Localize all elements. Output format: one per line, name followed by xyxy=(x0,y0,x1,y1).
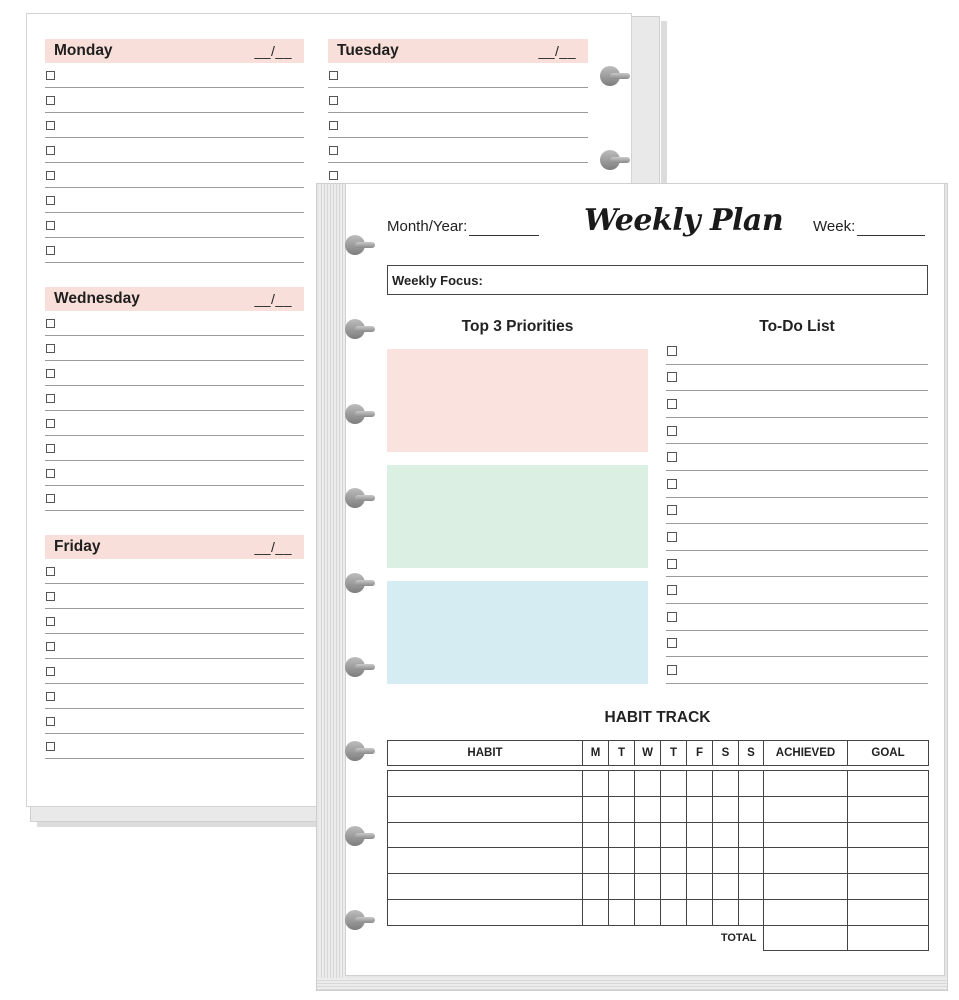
task-row xyxy=(45,709,304,734)
priority-box-2 xyxy=(387,465,648,568)
task-row xyxy=(328,88,588,113)
habit-cell[interactable] xyxy=(713,848,739,874)
task-rows xyxy=(45,311,304,511)
habit-cell[interactable] xyxy=(635,796,661,822)
task-row xyxy=(45,461,304,486)
checkbox[interactable] xyxy=(667,372,677,382)
weekly-focus-label: Weekly Focus: xyxy=(392,272,483,288)
day-name: Friday xyxy=(54,538,101,555)
day-header xyxy=(328,39,588,63)
binder-ring-icon xyxy=(345,322,375,336)
checkbox[interactable] xyxy=(667,612,677,622)
total-achieved-cell xyxy=(763,926,847,951)
day-name: Wednesday xyxy=(54,290,140,307)
checkbox[interactable] xyxy=(46,667,55,676)
task-row xyxy=(328,113,588,138)
month-year-field xyxy=(387,218,539,236)
habit-row xyxy=(388,771,929,797)
habit-column-header: W xyxy=(635,741,661,766)
task-row xyxy=(45,113,304,138)
binder-ring-icon xyxy=(345,491,375,505)
checkbox[interactable] xyxy=(46,96,55,105)
habit-cell[interactable] xyxy=(713,899,739,925)
task-row xyxy=(45,411,304,436)
day-date: __/__ xyxy=(254,43,292,59)
habit-cell[interactable] xyxy=(388,822,583,848)
checkbox[interactable] xyxy=(46,121,55,130)
binder-ring-icon xyxy=(600,69,630,83)
habit-cell[interactable] xyxy=(687,822,713,848)
habit-cell[interactable] xyxy=(739,874,764,900)
habit-cell[interactable] xyxy=(388,899,583,925)
habit-column-header: T xyxy=(609,741,635,766)
habit-cell[interactable] xyxy=(739,848,764,874)
habit-cell[interactable] xyxy=(661,796,687,822)
task-row xyxy=(45,188,304,213)
checkbox[interactable] xyxy=(46,171,55,180)
habit-cell[interactable] xyxy=(635,822,661,848)
habit-row xyxy=(388,848,929,874)
task-row xyxy=(45,609,304,634)
task-row xyxy=(45,684,304,709)
week-blank xyxy=(857,219,925,236)
task-row xyxy=(45,436,304,461)
habit-grid xyxy=(387,770,929,926)
task-row xyxy=(45,386,304,411)
habit-header-row xyxy=(388,741,929,766)
checkbox[interactable] xyxy=(667,479,677,489)
habit-cell[interactable] xyxy=(609,874,635,900)
checkbox[interactable] xyxy=(667,399,677,409)
checkbox[interactable] xyxy=(46,71,55,80)
task-row xyxy=(45,163,304,188)
binder-ring-icon xyxy=(345,576,375,590)
checkbox[interactable] xyxy=(667,532,677,542)
checkbox[interactable] xyxy=(46,319,55,328)
habit-cell[interactable] xyxy=(635,874,661,900)
habit-column-header: S xyxy=(713,741,739,766)
habit-cell[interactable] xyxy=(848,796,929,822)
habit-row xyxy=(388,796,929,822)
todo-row xyxy=(666,471,928,498)
checkbox[interactable] xyxy=(46,146,55,155)
checkbox[interactable] xyxy=(329,146,338,155)
day-header xyxy=(45,287,304,311)
habit-column-header: ACHIEVED xyxy=(764,741,848,766)
habit-cell[interactable] xyxy=(609,771,635,797)
habit-column-header: M xyxy=(583,741,609,766)
task-row xyxy=(328,138,588,163)
checkbox[interactable] xyxy=(667,638,677,648)
habit-cell[interactable] xyxy=(848,771,929,797)
habit-title: HABIT TRACK xyxy=(604,709,711,726)
habit-cell[interactable] xyxy=(764,771,848,797)
habit-column-header: T xyxy=(661,741,687,766)
task-row xyxy=(45,138,304,163)
checkbox[interactable] xyxy=(46,567,55,576)
habit-cell[interactable] xyxy=(848,874,929,900)
task-row xyxy=(45,584,304,609)
day-header xyxy=(45,535,304,559)
todo-row xyxy=(666,604,928,631)
checkbox[interactable] xyxy=(46,394,55,403)
week-label: Week: xyxy=(813,218,856,235)
habit-cell[interactable] xyxy=(687,899,713,925)
task-row xyxy=(45,238,304,263)
habit-cell[interactable] xyxy=(764,796,848,822)
priorities-title: Top 3 Priorities xyxy=(461,318,574,335)
day-name: Monday xyxy=(54,42,113,59)
habit-row xyxy=(388,899,929,925)
checkbox[interactable] xyxy=(329,71,338,80)
binder-ring-icon xyxy=(345,829,375,843)
habit-cell[interactable] xyxy=(583,771,609,797)
task-row xyxy=(45,734,304,759)
task-row xyxy=(45,311,304,336)
habit-cell[interactable] xyxy=(687,874,713,900)
habit-column-header: F xyxy=(687,741,713,766)
checkbox[interactable] xyxy=(667,426,677,436)
habit-header-table xyxy=(387,740,929,766)
checkbox[interactable] xyxy=(46,494,55,503)
day-date: __/__ xyxy=(254,539,292,555)
day-section-wednesday xyxy=(45,287,304,511)
checkbox[interactable] xyxy=(667,505,677,515)
front-sheet xyxy=(345,183,945,976)
habit-cell[interactable] xyxy=(764,822,848,848)
todo-row xyxy=(666,631,928,658)
todo-row xyxy=(666,551,928,578)
habit-cell[interactable] xyxy=(583,848,609,874)
habit-cell[interactable] xyxy=(609,796,635,822)
checkbox[interactable] xyxy=(46,369,55,378)
habit-cell[interactable] xyxy=(609,822,635,848)
priority-box-3 xyxy=(387,581,648,684)
habit-cell[interactable] xyxy=(848,899,929,925)
habit-cell[interactable] xyxy=(764,874,848,900)
habit-cell[interactable] xyxy=(848,848,929,874)
habit-cell[interactable] xyxy=(635,848,661,874)
day-header xyxy=(45,39,304,63)
habit-cell[interactable] xyxy=(661,771,687,797)
total-goal-cell xyxy=(847,926,928,951)
habit-cell[interactable] xyxy=(713,771,739,797)
checkbox[interactable] xyxy=(46,246,55,255)
checkbox[interactable] xyxy=(46,642,55,651)
task-rows xyxy=(45,63,304,263)
checkbox[interactable] xyxy=(46,469,55,478)
checkbox[interactable] xyxy=(667,346,677,356)
habit-total-table xyxy=(387,925,929,951)
habit-cell[interactable] xyxy=(713,822,739,848)
day-section-friday xyxy=(45,535,304,759)
habit-cell[interactable] xyxy=(583,874,609,900)
page-title: Weekly Plan xyxy=(584,203,784,238)
checkbox[interactable] xyxy=(329,96,338,105)
binder-ring-icon xyxy=(345,913,375,927)
task-row xyxy=(45,361,304,386)
checkbox[interactable] xyxy=(46,221,55,230)
checkbox[interactable] xyxy=(46,196,55,205)
todo-row xyxy=(666,391,928,418)
checkbox[interactable] xyxy=(46,419,55,428)
task-row xyxy=(45,213,304,238)
habit-cell[interactable] xyxy=(388,796,583,822)
checkbox[interactable] xyxy=(46,444,55,453)
habit-cell[interactable] xyxy=(388,848,583,874)
habit-column-header: S xyxy=(739,741,764,766)
habit-cell[interactable] xyxy=(739,899,764,925)
week-field xyxy=(813,218,925,236)
todo-row xyxy=(666,657,928,684)
habit-row xyxy=(388,874,929,900)
habit-cell[interactable] xyxy=(764,899,848,925)
task-row xyxy=(45,486,304,511)
habit-row xyxy=(388,822,929,848)
checkbox[interactable] xyxy=(46,344,55,353)
day-date: __/__ xyxy=(254,291,292,307)
habit-cell[interactable] xyxy=(713,874,739,900)
month-year-blank xyxy=(469,219,539,236)
day-section-monday xyxy=(45,39,304,263)
habit-cell[interactable] xyxy=(687,796,713,822)
habit-cell[interactable] xyxy=(661,848,687,874)
checkbox[interactable] xyxy=(667,585,677,595)
todo-row xyxy=(666,524,928,551)
habit-cell[interactable] xyxy=(713,796,739,822)
total-label: TOTAL xyxy=(720,932,757,944)
habit-cell[interactable] xyxy=(388,874,583,900)
habit-cell[interactable] xyxy=(609,848,635,874)
todo-row xyxy=(666,444,928,471)
checkbox[interactable] xyxy=(46,692,55,701)
habit-cell[interactable] xyxy=(739,771,764,797)
task-rows xyxy=(45,559,304,759)
todo-row xyxy=(666,418,928,445)
todo-row xyxy=(666,338,928,365)
habit-cell[interactable] xyxy=(739,822,764,848)
task-row xyxy=(45,88,304,113)
habit-cell[interactable] xyxy=(661,899,687,925)
habit-cell[interactable] xyxy=(635,771,661,797)
task-row xyxy=(45,634,304,659)
checkbox[interactable] xyxy=(46,592,55,601)
checkbox[interactable] xyxy=(46,617,55,626)
priority-box-1 xyxy=(387,349,648,452)
habit-cell[interactable] xyxy=(661,822,687,848)
checkbox[interactable] xyxy=(667,559,677,569)
task-row xyxy=(45,336,304,361)
checkbox[interactable] xyxy=(46,717,55,726)
task-row xyxy=(45,559,304,584)
binder-ring-icon xyxy=(345,407,375,421)
habit-cell[interactable] xyxy=(661,874,687,900)
habit-cell[interactable] xyxy=(848,822,929,848)
checkbox[interactable] xyxy=(667,452,677,462)
day-date: __/__ xyxy=(538,43,576,59)
habit-cell[interactable] xyxy=(687,848,713,874)
habit-cell[interactable] xyxy=(635,899,661,925)
weekly-focus-box xyxy=(387,265,928,295)
month-year-label: Month/Year: xyxy=(387,218,468,235)
habit-cell[interactable] xyxy=(687,771,713,797)
binder-ring-icon xyxy=(345,744,375,758)
todo-row xyxy=(666,498,928,525)
habit-column-header: HABIT xyxy=(388,741,583,766)
day-name: Tuesday xyxy=(337,42,399,59)
task-row xyxy=(328,63,588,88)
binder-ring-icon xyxy=(345,238,375,252)
checkbox[interactable] xyxy=(667,665,677,675)
task-row xyxy=(45,63,304,88)
checkbox[interactable] xyxy=(46,742,55,751)
checkbox[interactable] xyxy=(329,171,338,180)
habit-cell[interactable] xyxy=(609,899,635,925)
habit-cell[interactable] xyxy=(739,796,764,822)
habit-cell[interactable] xyxy=(388,771,583,797)
binder-ring-icon xyxy=(600,153,630,167)
habit-cell[interactable] xyxy=(583,796,609,822)
binder-ring-icon xyxy=(345,660,375,674)
task-row xyxy=(45,659,304,684)
habit-cell[interactable] xyxy=(583,822,609,848)
todo-row xyxy=(666,365,928,392)
habit-cell[interactable] xyxy=(583,899,609,925)
checkbox[interactable] xyxy=(329,121,338,130)
habit-column-header: GOAL xyxy=(848,741,929,766)
todo-row xyxy=(666,577,928,604)
habit-cell[interactable] xyxy=(764,848,848,874)
todo-title: To-Do List xyxy=(759,318,835,335)
todo-list xyxy=(666,338,928,684)
